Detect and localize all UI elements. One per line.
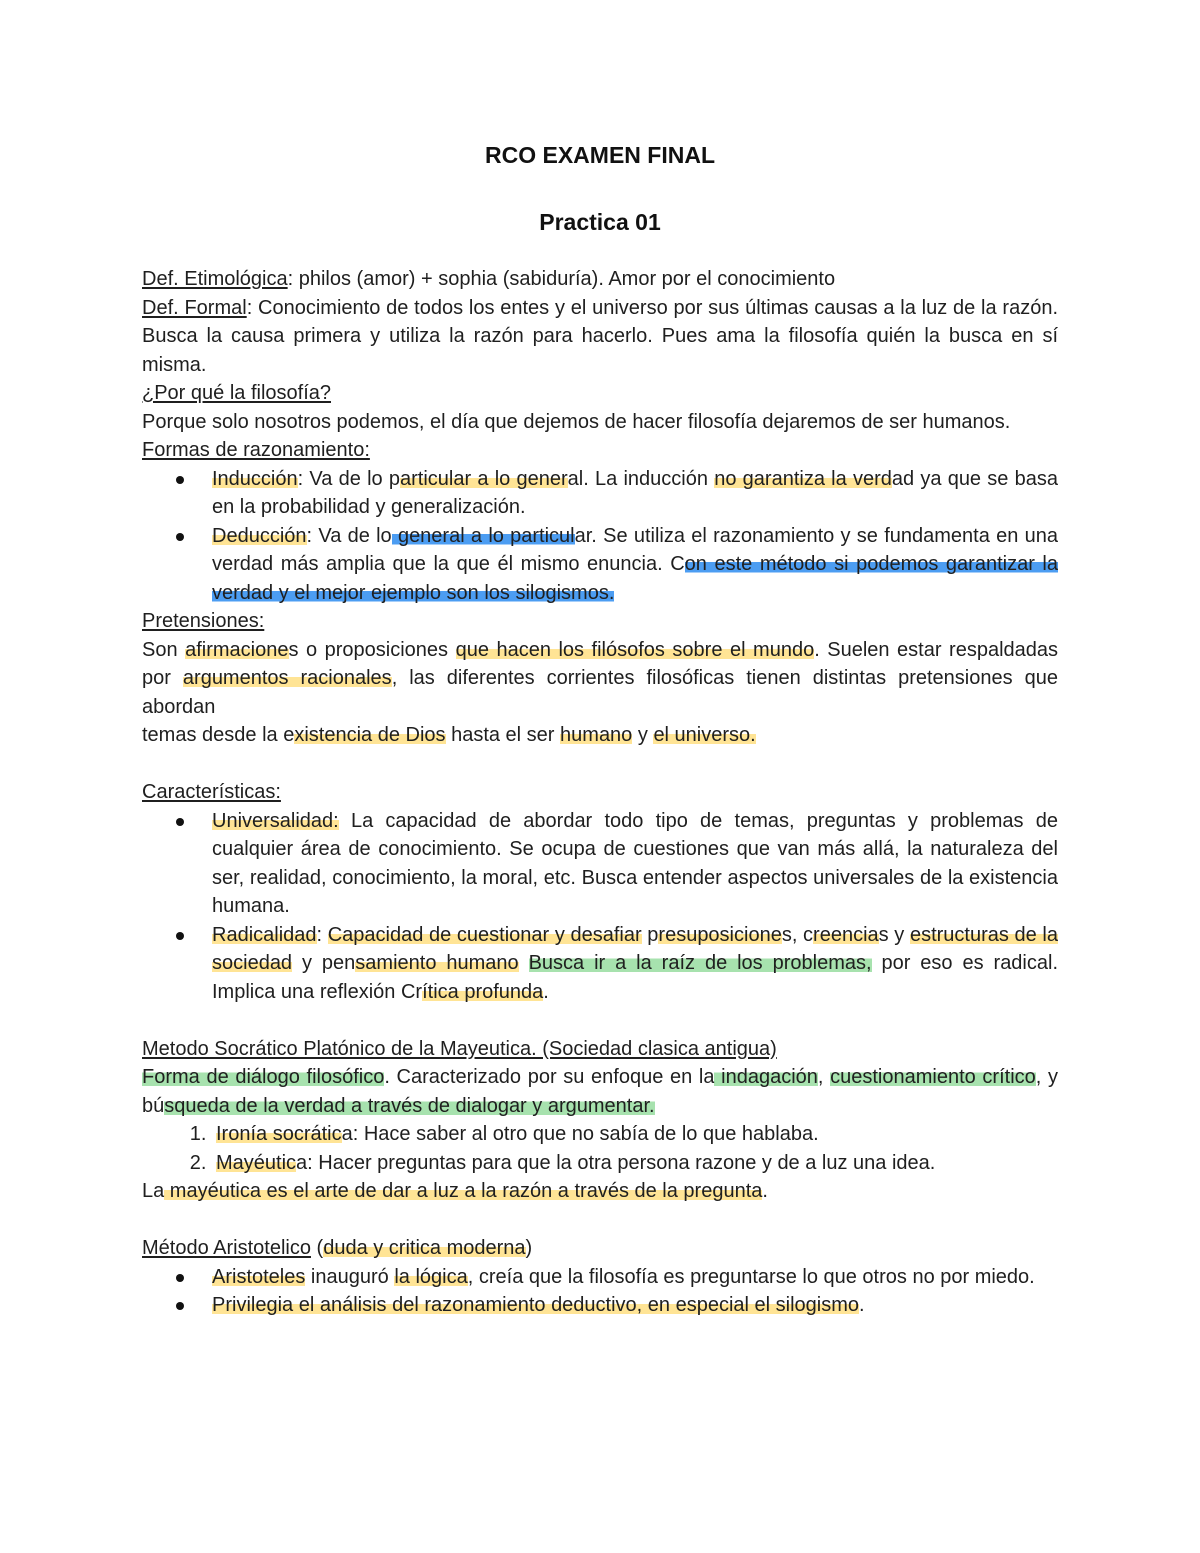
spacer bbox=[142, 1006, 1058, 1035]
list-item-radicalidad bbox=[212, 921, 1058, 1007]
highlight-green: cuestionamiento crítico bbox=[830, 1066, 1036, 1088]
highlight-green: Forma de diálogo filosófico bbox=[142, 1066, 385, 1088]
text: y pen bbox=[292, 952, 356, 974]
document-title: RCO EXAMEN FINAL bbox=[485, 142, 715, 168]
highlight: mayéutica es el arte de dar a luz a la razón a través de la pregunta bbox=[164, 1180, 763, 1202]
metodo-aristotelico-list bbox=[142, 1263, 1058, 1320]
def-formal-label: Def. Formal bbox=[142, 296, 247, 319]
text: s o proposiciones bbox=[288, 638, 456, 661]
mayeutica-closing bbox=[142, 1177, 1058, 1206]
por-que-heading-text: ¿Por qué la filosofía? bbox=[142, 382, 331, 404]
text: . bbox=[859, 1294, 865, 1316]
text: . Caracterizado por su enfoque en la bbox=[384, 1066, 715, 1088]
highlight: humano bbox=[560, 724, 633, 746]
highlight-blue: on este método si podemos garantizar la verdad y el mejor ejemplo son los silogismos. bbox=[212, 553, 1058, 604]
text: s, c bbox=[781, 923, 814, 946]
radicalidad-term: Radicalidad bbox=[212, 923, 317, 946]
highlight: samiento humano bbox=[355, 952, 519, 974]
metodo-socratico-text bbox=[142, 1063, 1058, 1120]
text: por eso es radical. Implica una reflexión Cr bbox=[212, 952, 1059, 1003]
text bbox=[519, 952, 529, 974]
por-que-text: Porque solo nosotros podemos, el día que dejemos de hacer filosofía dejaremos de ser humanos. bbox=[142, 410, 1011, 433]
def-formal bbox=[142, 294, 1058, 380]
highlight: Privilegia el análisis del razonamiento deductivo, en especial el silogismo bbox=[212, 1294, 860, 1316]
def-formal-text: : Conocimiento de todos los entes y el universo por sus últimas causas a la luz de la razón. Busca la causa primera y utiliza la razón para hacerlo. Pues ama la filosofía quién la busca en sí misma. bbox=[142, 296, 1058, 376]
pretensiones-text bbox=[142, 636, 1058, 722]
text: inauguró bbox=[305, 1265, 395, 1288]
list-item-deduccion bbox=[212, 522, 1058, 608]
text: , las diferentes corrientes filosóficas tienen distintas pretensiones que abordan bbox=[142, 667, 1058, 718]
pretensiones-text-line2 bbox=[142, 721, 1058, 750]
text: . bbox=[762, 1180, 768, 1202]
formas-list bbox=[142, 465, 1058, 608]
highlight-green: squeda de la verdad a través de dialogar y argumentar. bbox=[164, 1094, 655, 1117]
caracteristicas-list bbox=[142, 807, 1058, 1007]
highlight: duda y critica moderna bbox=[323, 1237, 526, 1259]
text: . bbox=[543, 980, 549, 1003]
highlight: Mayéutic bbox=[216, 1151, 297, 1174]
highlight-green: indagación bbox=[714, 1066, 818, 1088]
text: , y bú bbox=[142, 1066, 1058, 1117]
list-item-mayeutica bbox=[212, 1149, 1058, 1178]
text: p bbox=[641, 923, 659, 946]
text: ) bbox=[525, 1237, 533, 1259]
highlight-green: Busca ir a la raíz de los problemas, bbox=[528, 952, 872, 974]
text: s y bbox=[878, 923, 910, 946]
document-body bbox=[142, 138, 1058, 1320]
pretensiones-heading-text: Pretensiones: bbox=[142, 610, 265, 632]
metodo-socratico-heading bbox=[142, 1035, 1058, 1064]
def-etimologica bbox=[142, 265, 1058, 294]
text: hasta el ser bbox=[445, 724, 561, 746]
highlight: xistencia de Dios bbox=[294, 724, 446, 746]
text: : bbox=[316, 923, 328, 946]
list-item-induccion bbox=[212, 465, 1058, 522]
list-item-aristoteles bbox=[212, 1263, 1058, 1292]
por-que-heading bbox=[142, 379, 1058, 408]
highlight: el universo. bbox=[653, 724, 756, 746]
metodo-socratico-heading-text: Metodo Socrático Platónico de la Mayeutica. (Sociedad clasica antigua) bbox=[142, 1037, 777, 1060]
formas-heading-text: Formas de razonamiento: bbox=[142, 439, 370, 461]
universalidad-term: Universalidad: bbox=[212, 809, 339, 832]
spacer bbox=[142, 750, 1058, 779]
list-item-ironia bbox=[212, 1120, 1058, 1149]
text: , bbox=[817, 1066, 831, 1088]
highlight: articular a lo gener bbox=[400, 467, 568, 490]
list-item-privilegia bbox=[212, 1291, 1058, 1320]
formas-heading bbox=[142, 436, 1058, 465]
text: a: Hace saber al otro que no sabía de lo que hablaba. bbox=[341, 1123, 819, 1145]
caracteristicas-heading bbox=[142, 778, 1058, 807]
induccion-text: : Va de lo p bbox=[297, 467, 400, 490]
highlight: reencia bbox=[813, 923, 879, 946]
highlight: Ironía socrátic bbox=[216, 1123, 342, 1145]
highlight: estructuras de la sociedad bbox=[212, 923, 1058, 974]
universalidad-text: La capacidad de abordar todo tipo de temas, preguntas y problemas de cualquier área de conocimiento. Se ocupa de cuestiones que van más allá, la naturaleza del ser, realidad, conocimiento, la moral, etc. Busca entender aspectos universales de la existencia humana. bbox=[212, 809, 1058, 917]
highlight: ítica profunda bbox=[422, 980, 544, 1003]
list-item-universalidad bbox=[212, 807, 1058, 921]
deduccion-text: : Va de lo bbox=[306, 524, 392, 547]
text: . Suelen estar respaldadas por bbox=[142, 638, 1058, 689]
caracteristicas-heading-text: Características: bbox=[142, 781, 281, 803]
highlight: resuposicione bbox=[658, 923, 782, 946]
pretensiones-heading bbox=[142, 607, 1058, 636]
text: La bbox=[142, 1180, 165, 1202]
text: Son bbox=[142, 638, 186, 661]
text: y bbox=[632, 724, 654, 746]
spacer bbox=[142, 1206, 1058, 1235]
metodo-aristotelico-heading bbox=[142, 1234, 1058, 1263]
document-subtitle: Practica 01 bbox=[539, 209, 661, 235]
deduccion-term: Deducción bbox=[212, 524, 307, 547]
induccion-term: Inducción bbox=[212, 467, 298, 490]
induccion-text: al. La inducción bbox=[567, 467, 715, 490]
def-etimologica-text: : philos (amor) + sophia (sabiduría). Amor por el conocimiento bbox=[287, 268, 836, 290]
highlight-blue: general a lo particul bbox=[391, 524, 575, 547]
deduccion-text: ar. Se utiliza el razonamiento y se fundamenta en una verdad más amplia que la que él mismo enuncia. C bbox=[212, 524, 1058, 575]
highlight: que hacen los filósofos sobre el mundo bbox=[455, 638, 815, 661]
text: temas desde la e bbox=[142, 724, 295, 746]
text: ( bbox=[310, 1237, 324, 1259]
text: , creía que la filosofía es preguntarse lo que otros no por miedo. bbox=[467, 1265, 1035, 1288]
highlight: la lógica bbox=[394, 1265, 468, 1288]
def-etimologica-label: Def. Etimológica bbox=[142, 268, 288, 290]
highlight: argumentos racionales bbox=[182, 667, 392, 689]
highlight: Aristoteles bbox=[212, 1265, 306, 1288]
text: a: Hacer preguntas para que la otra persona razone y de a luz una idea. bbox=[296, 1151, 936, 1174]
highlight: afirmacione bbox=[185, 638, 289, 661]
induccion-text: ad ya que se basa en la probabilidad y generalización. bbox=[212, 467, 1058, 518]
metodo-socratico-list bbox=[142, 1120, 1058, 1177]
highlight: no garantiza la verd bbox=[714, 467, 892, 490]
highlight: Capacidad de cuestionar y desafiar bbox=[327, 923, 642, 946]
metodo-aristotelico-heading-text: Método Aristotelico bbox=[142, 1237, 311, 1259]
